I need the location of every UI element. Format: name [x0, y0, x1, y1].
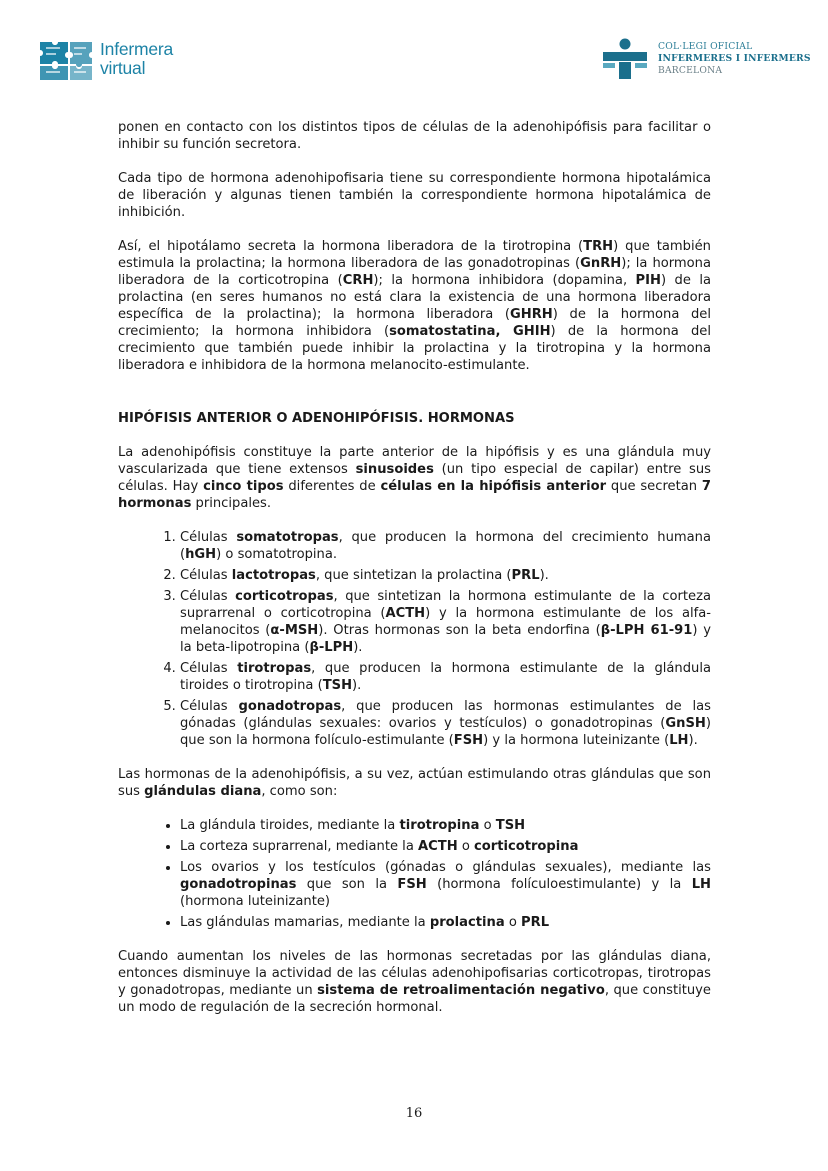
bold-term: β-LPH — [309, 640, 354, 655]
bold-term: prolactina — [429, 915, 505, 930]
text: (un tipo especial de capilar) entre sus células. Hay — [118, 462, 711, 494]
text: La adenohipófisis constituye la parte anterior de la hipófisis y es una glándula muy vascularizada que tiene extensos — [118, 445, 711, 477]
cross-logo-icon — [603, 38, 647, 80]
bold-term: gonadotropas — [238, 699, 342, 714]
bold-term: LH — [691, 877, 711, 892]
text: ) o somatotropina. — [216, 547, 338, 562]
list-item — [180, 567, 711, 584]
text: o — [504, 915, 522, 930]
text: ). — [353, 640, 363, 655]
bold-term: PRL — [521, 915, 550, 930]
text: Células — [180, 568, 232, 583]
text: ). — [352, 678, 362, 693]
paragraph — [118, 119, 711, 153]
logo-line-1: Infermera — [100, 39, 174, 59]
coib-logo — [603, 38, 811, 82]
section-heading: HIPÓFISIS ANTERIOR O ADENOHIPÓFISIS. HORMONAS — [118, 411, 515, 426]
paragraph — [118, 444, 711, 512]
bold-term: GHRH — [510, 307, 553, 322]
bold-term: TSH — [495, 818, 526, 833]
bold-term: GnSH — [665, 716, 706, 731]
target-glands-list — [118, 817, 711, 931]
text: ). Otras hormonas son la beta endorfina ( — [318, 623, 601, 638]
text: , que producen las hormonas estimulantes de las gónadas (glándulas sexuales: ovarios y testículos) o gonadotropinas ( — [180, 699, 711, 731]
bold-term: corticotropas — [235, 589, 334, 604]
list-item — [180, 660, 711, 694]
text: que son la — [296, 877, 398, 892]
text: Las hormonas de la adenohipófisis, a su vez, actúan estimulando otras glándulas que son sus — [118, 767, 711, 799]
bold-term: CRH — [342, 273, 374, 288]
text: (hormona luteinizante) — [180, 894, 331, 909]
puzzle-logo-icon — [38, 40, 96, 82]
bold-term: sinusoides — [355, 462, 434, 477]
bold-term: TRH — [583, 239, 614, 254]
bold-term: ACTH — [418, 839, 458, 854]
bold-term: somatotropas — [236, 530, 339, 545]
paragraph — [118, 170, 711, 221]
list-item — [180, 838, 711, 855]
bold-term: sistema de retroalimentación negativo — [317, 983, 605, 998]
logo-wordmark — [100, 40, 173, 78]
paragraph — [118, 766, 711, 800]
bold-term: TSH — [322, 678, 353, 693]
text: Así, el hipotálamo secreta la hormona liberadora de la tirotropina ( — [118, 239, 584, 254]
bold-term: 7 hormonas — [118, 479, 711, 511]
text: , que sintetizan la hormona estimulante de la corteza suprarrenal o corticotropina ( — [180, 589, 711, 621]
text: o — [457, 839, 474, 854]
bold-term: PRL — [511, 568, 540, 583]
text: ). — [688, 733, 698, 748]
bold-term: β-LPH 61-91 — [600, 623, 693, 638]
text: Células — [180, 661, 238, 676]
bold-term: glándulas diana — [144, 784, 262, 799]
text: que secretan — [606, 479, 702, 494]
text: ) y la beta-lipotropina ( — [180, 623, 711, 655]
text: La corteza suprarrenal, mediante la — [180, 839, 419, 854]
text: , que sintetizan la prolactina ( — [315, 568, 512, 583]
list-item — [180, 698, 711, 749]
text: , que producen la hormona estimulante de la glándula tiroides o tirotropina ( — [180, 661, 711, 693]
text: Células — [180, 699, 239, 714]
text: , que producen la hormona del crecimiento humana ( — [180, 530, 712, 562]
organization-name — [658, 41, 811, 78]
text: Las glándulas mamarias, mediante la — [180, 915, 430, 930]
list-item — [180, 914, 711, 931]
org-line-2: INFERMERES I INFERMERS — [658, 53, 811, 65]
list-item — [180, 529, 711, 563]
text: Células — [180, 530, 237, 545]
text: ) que son la hormona folículo-estimulante ( — [180, 716, 711, 748]
text: ) de la hormona del crecimiento; la hormona inhibidora ( — [118, 307, 711, 339]
text: ) de la hormona del crecimiento que también puede inhibir la prolactina y la tirotropina y la hormona liberadora e inhibidora de la hormona melanocito-estimulante. — [118, 324, 711, 373]
text: ); la hormona inhibidora (dopamina, — [373, 273, 636, 288]
logo-line-2: virtual — [100, 58, 146, 78]
paragraph — [118, 238, 711, 374]
cell-types-list — [118, 529, 711, 749]
bold-term: tirotropina — [399, 818, 480, 833]
text: ); la hormona liberadora de la corticotropina ( — [118, 256, 711, 288]
bold-term: tirotropas — [237, 661, 312, 676]
bold-term: FSH — [453, 733, 484, 748]
page-header — [0, 0, 828, 100]
text: ) de la prolactina (en seres humanos no está clara la existencia de una hormona liberadora específica de la prolactina); la hormona liberadora ( — [118, 273, 711, 322]
bold-term: PIH — [635, 273, 661, 288]
paragraph — [118, 948, 711, 1016]
bold-term: gonadotropinas — [180, 877, 297, 892]
text: ) que también estimula la prolactina; la hormona liberadora de las gonadotropinas ( — [118, 239, 711, 271]
bold-term: α-MSH — [270, 623, 319, 638]
text: o — [479, 818, 496, 833]
bold-term: LH — [669, 733, 689, 748]
text: , como son: — [261, 784, 338, 799]
document-body — [118, 119, 711, 1033]
bold-term: células en la hipófisis anterior — [380, 479, 607, 494]
text: Los ovarios y los testículos (gónadas o glándulas sexuales), mediante las — [180, 860, 711, 875]
bold-term: lactotropas — [231, 568, 316, 583]
bold-term: FSH — [397, 877, 427, 892]
org-line-1: COL·LEGI OFICIAL — [658, 41, 753, 52]
text: Células — [180, 589, 236, 604]
text: ) y la hormona estimulante de los alfa-melanocitos ( — [180, 606, 712, 638]
text: principales. — [191, 496, 272, 511]
text: diferentes de — [283, 479, 381, 494]
list-item — [180, 817, 711, 834]
bold-term: hGH — [185, 547, 217, 562]
text: (hormona folículoestimulante) y la — [426, 877, 692, 892]
bold-term: somatostatina, GHIH — [389, 324, 551, 339]
text: Cuando aumentan los niveles de las hormonas secretadas por las glándulas diana, entonces disminuye la actividad de las células adenohipofisarias corticotropas, tirotropas y gonadotropas, mediante un — [118, 949, 711, 998]
text: ) y la hormona luteinizante ( — [483, 733, 670, 748]
bold-term: cinco tipos — [203, 479, 284, 494]
text: , que constituye un modo de regulación de la secreción hormonal. — [118, 983, 711, 1015]
text: Cada tipo de hormona adenohipofisaria tiene su correspondiente hormona hipotalámica de liberación y algunas tienen también la correspondiente hormona hipotalámica de inhibición. — [118, 171, 711, 220]
list-item — [180, 859, 711, 910]
org-line-3: BARCELONA — [658, 65, 723, 77]
text: ponen en contacto con los distintos tipos de células de la adenohipófisis para facilitar o inhibir su función secretora. — [118, 120, 711, 152]
bold-term: corticotropina — [474, 839, 579, 854]
bold-term: GnRH — [580, 256, 622, 271]
list-item — [180, 588, 711, 656]
text: La glándula tiroides, mediante la — [180, 818, 400, 833]
text: ). — [539, 568, 549, 583]
page-number: 16 — [405, 1106, 423, 1121]
bold-term: ACTH — [385, 606, 426, 621]
